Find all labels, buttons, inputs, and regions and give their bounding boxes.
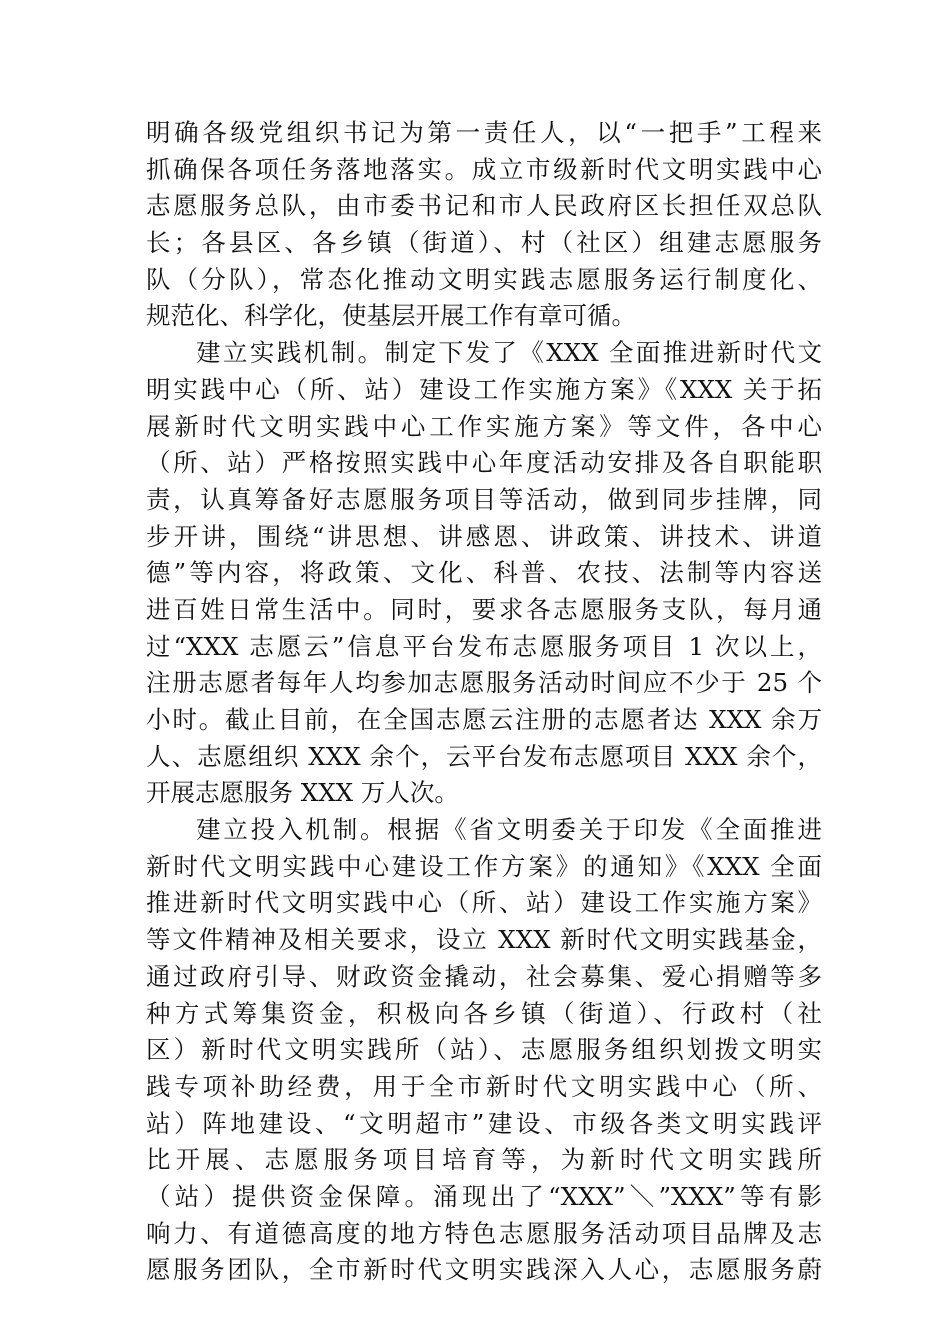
text-line: 建立投入机制。根据《省文明委关于印发《全面推进	[196, 815, 822, 845]
text-line: 过“XXX 志愿云”信息平台发布志愿服务项目 1 次以上，	[146, 631, 822, 661]
text-line: 推进新时代文明实践中心（所、站）建设工作实施方案》	[146, 888, 822, 918]
text-line: 长；各县区、各乡镇（街道）、村（社区）组建志愿服务	[146, 228, 822, 258]
text-line: 队（分队），常态化推动文明实践志愿服务运行制度化、	[146, 264, 822, 294]
paragraph	[146, 335, 822, 812]
text-line: 规范化、科学化，使基层开展工作有章可循。	[146, 301, 636, 331]
text-line: 比开展、志愿服务项目培育等，为新时代文明实践所	[146, 1145, 822, 1175]
body-text	[146, 115, 822, 1289]
text-line: 志愿服务总队，由市委书记和市人民政府区长担任双总队	[146, 191, 822, 221]
text-line: 小时。截止目前，在全国志愿云注册的志愿者达 XXX 余万	[146, 705, 822, 734]
paragraph	[146, 812, 822, 1289]
paragraph	[146, 115, 822, 335]
text-line: 步开讲，围绕“讲思想、讲感恩、讲政策、讲技术、讲道	[146, 521, 822, 551]
text-line: 展新时代文明实践中心工作实施方案》等文件，各中心	[146, 411, 822, 441]
text-line: 建立实践机制。制定下发了《XXX 全面推进新时代文	[196, 338, 822, 368]
text-line: 明实践中心（所、站）建设工作实施方案》《XXX 关于拓	[146, 374, 822, 404]
text-line: 抓确保各项任务落地落实。成立市级新时代文明实践中心	[146, 154, 822, 184]
text-line: 响力、有道德高度的地方特色志愿服务活动项目品牌及志	[146, 1218, 822, 1248]
text-line: 新时代文明实践中心建设工作方案》的通知》《XXX 全面	[146, 851, 822, 881]
text-line: 人、志愿组织 XXX 余个，云平台发布志愿项目 XXX 余个，	[146, 741, 822, 771]
text-line: 明确各级党组织书记为第一责任人，以“一把手”工程来	[146, 118, 822, 147]
text-line: 德”等内容，将政策、文化、科普、农技、法制等内容送	[146, 558, 822, 588]
text-line: 区）新时代文明实践所（站）、志愿服务组织划拨文明实	[146, 1035, 822, 1065]
text-line: 种方式筹集资金，积极向各乡镇（街道）、行政村（社	[146, 998, 822, 1028]
text-line: 愿服务团队，全市新时代文明实践深入人心，志愿服务蔚	[146, 1255, 822, 1285]
text-line: 责，认真筹备好志愿服务项目等活动，做到同步挂牌，同	[146, 484, 822, 514]
text-line: （站）提供资金保障。涌现出了“XXX”＼”XXX”等有影	[146, 1181, 822, 1211]
text-line: 等文件精神及相关要求，设立 XXX 新时代文明实践基金，	[146, 925, 822, 955]
text-line: （所、站）严格按照实践中心年度活动安排及各自职能职	[146, 448, 822, 478]
text-line: 注册志愿者每年人均参加志愿服务活动时间应不少于 25 个	[146, 668, 822, 698]
text-line: 开展志愿服务 XXX 万人次。	[146, 778, 459, 808]
text-line: 践专项补助经费，用于全市新时代文明实践中心（所、	[146, 1071, 822, 1101]
text-line: 站）阵地建设、“文明超市”建设、市级各类文明实践评	[146, 1108, 822, 1138]
text-line: 通过政府引导、财政资金撬动，社会募集、爱心捐赠等多	[146, 961, 822, 991]
text-line: 进百姓日常生活中。同时，要求各志愿服务支队，每月通	[146, 594, 822, 624]
